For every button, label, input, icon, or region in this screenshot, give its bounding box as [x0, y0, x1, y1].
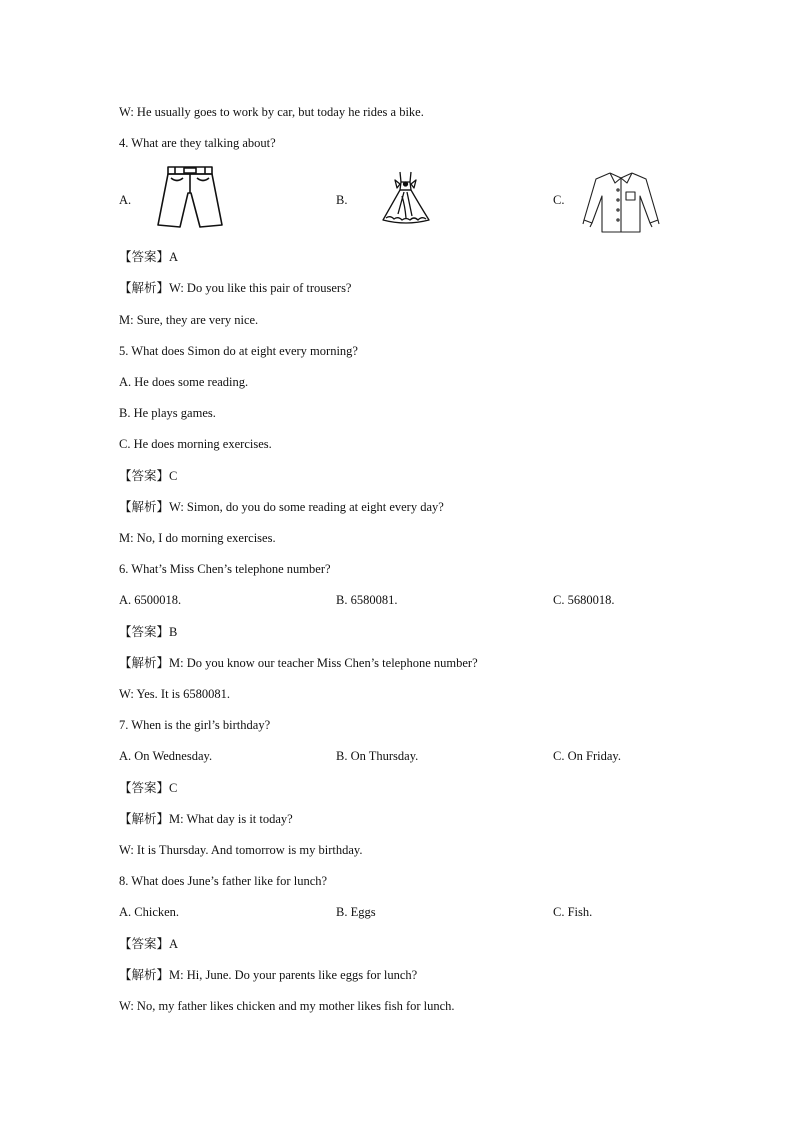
dress-icon [378, 170, 434, 226]
q7-analysis-line-2: W: It is Thursday. And tomorrow is my birthday. [119, 843, 363, 857]
q4-question: 4. What are they talking about? [119, 136, 276, 150]
q6-question: 6. What’s Miss Chen’s telephone number? [119, 562, 331, 576]
q4-analysis-line-2: M: Sure, they are very nice. [119, 313, 259, 327]
shirt-icon [580, 170, 662, 234]
q3-dialogue-line: W: He usually goes to work by car, but today he rides a bike. [119, 105, 424, 119]
q7-answer: 【答案】C [119, 781, 178, 795]
q4-option-b-label: B. [336, 193, 348, 207]
q7-option-c: C. On Friday. [553, 749, 621, 763]
q4-answer: 【答案】A [119, 250, 179, 264]
q8-option-c: C. Fish. [553, 905, 593, 919]
q5-analysis-line-1: 【解析】W: Simon, do you do some reading at eight every day? [119, 500, 444, 514]
q4-option-a-label: A. [119, 193, 132, 207]
q6-option-c: C. 5680018. [553, 593, 615, 607]
q5-question: 5. What does Simon do at eight every morning? [119, 344, 358, 358]
q8-option-b: B. Eggs [336, 905, 376, 919]
q6-option-a: A. 6500018. [119, 593, 182, 607]
q5-option-c: C. He does morning exercises. [119, 437, 272, 451]
q4-analysis-line-1: 【解析】W: Do you like this pair of trousers? [119, 281, 352, 295]
q8-analysis-line-2: W: No, my father likes chicken and my mother likes fish for lunch. [119, 999, 455, 1013]
q8-question: 8. What does June’s father like for lunch? [119, 874, 328, 888]
q4-option-c-label: C. [553, 193, 565, 207]
q6-analysis-line-1: 【解析】M: Do you know our teacher Miss Chen’s telephone number? [119, 656, 478, 670]
q6-answer: 【答案】B [119, 625, 178, 639]
q5-option-a: A. He does some reading. [119, 375, 249, 389]
q5-analysis-line-2: M: No, I do morning exercises. [119, 531, 276, 545]
q6-option-b: B. 6580081. [336, 593, 398, 607]
q7-analysis-line-1: 【解析】M: What day is it today? [119, 812, 293, 826]
q5-option-b: B. He plays games. [119, 406, 216, 420]
q6-analysis-line-2: W: Yes. It is 6580081. [119, 687, 231, 701]
q8-analysis-line-1: 【解析】M: Hi, June. Do your parents like eggs for lunch? [119, 968, 418, 982]
q8-answer: 【答案】A [119, 937, 179, 951]
q8-option-a: A. Chicken. [119, 905, 180, 919]
q7-option-a: A. On Wednesday. [119, 749, 213, 763]
q7-option-b: B. On Thursday. [336, 749, 419, 763]
q7-question: 7. When is the girl’s birthday? [119, 718, 271, 732]
q5-answer: 【答案】C [119, 469, 178, 483]
trousers-icon [155, 165, 225, 231]
